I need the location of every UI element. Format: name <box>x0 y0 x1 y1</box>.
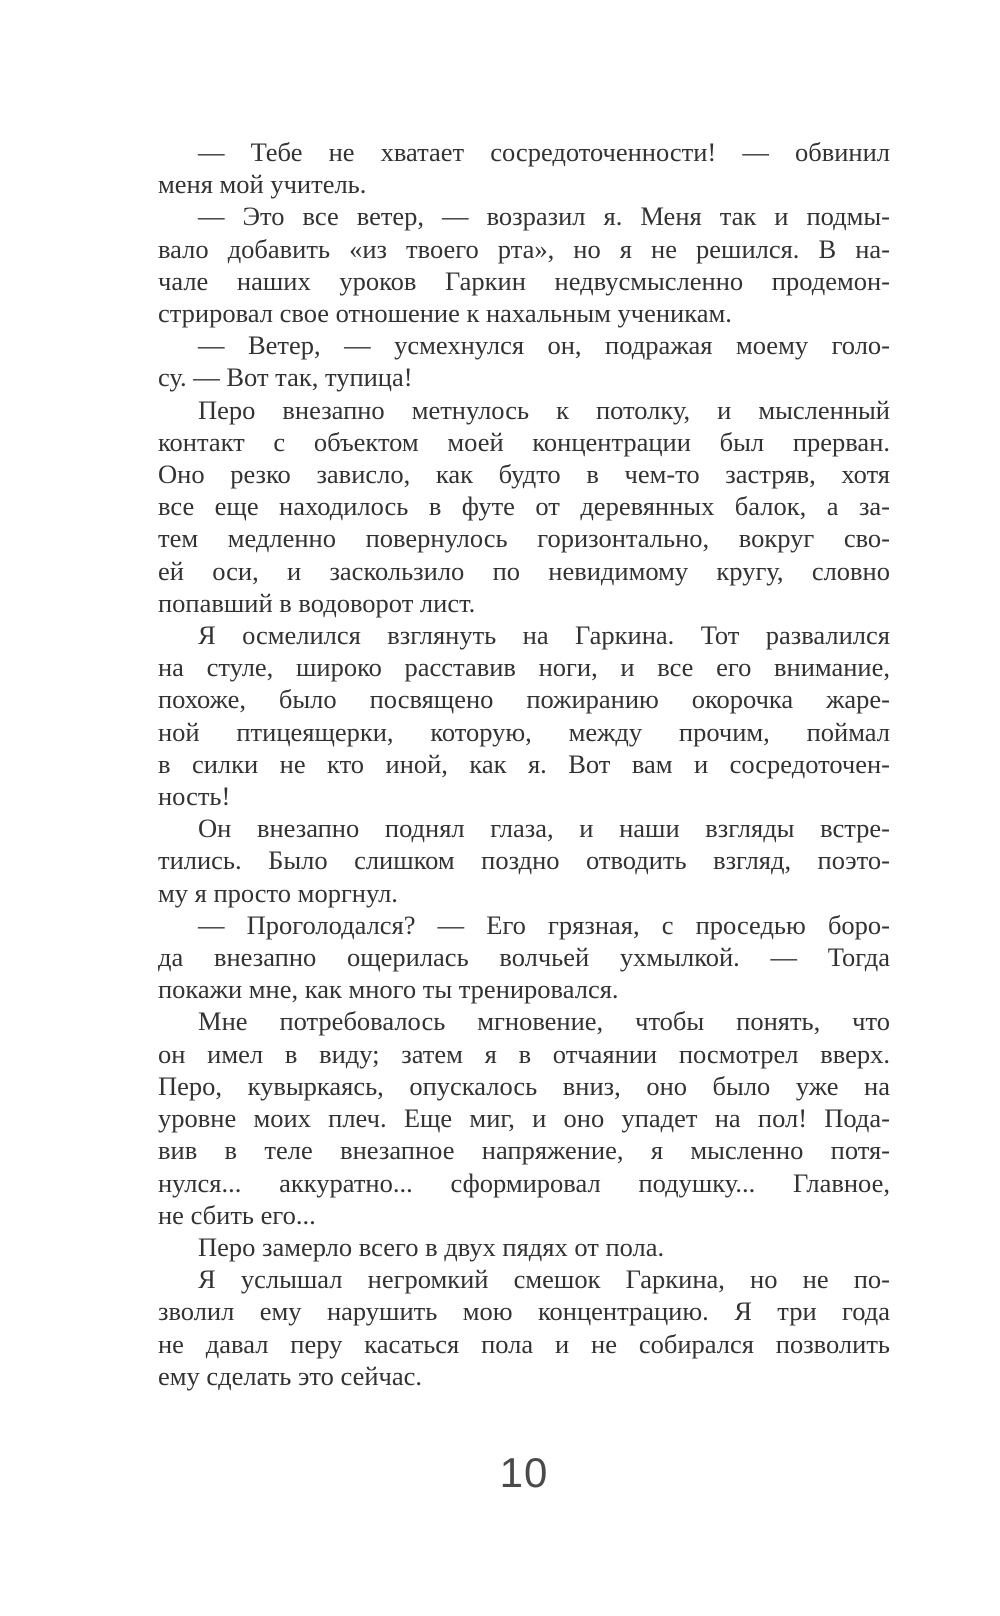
text-line: контакт с объектом моей концентрации был прерван. <box>158 426 890 457</box>
text-line: тем медленно повернулось горизонтально, вокруг сво- <box>158 523 890 554</box>
text-line: в силки не кто иной, как я. Вот вам и сосредоточен- <box>158 748 890 779</box>
text-line: вало добавить «из твоего рта», но я не решился. В на- <box>158 233 890 264</box>
text-line: му я просто моргнул. <box>158 877 398 908</box>
text-line: нулся... аккуратно... сформировал подушку... Главное, <box>158 1167 890 1198</box>
text-line: уровне моих плеч. Еще миг, и оно упадет на пол! Пода- <box>158 1103 890 1134</box>
text-line: ность! <box>158 781 231 812</box>
paragraph <box>158 909 890 1006</box>
paragraph <box>158 619 890 812</box>
text-line: зволил ему нарушить мою концентрацию. Я три года <box>158 1296 890 1327</box>
paragraph <box>158 329 890 393</box>
paragraph <box>158 1263 890 1392</box>
text-line: Перо внезапно метнулось к потолку, и мысленный <box>198 394 890 425</box>
text-line: на стуле, широко расставив ноги, и все его внимание, <box>158 652 890 683</box>
text-line: ной птицеящерки, которую, между прочим, поймал <box>158 716 890 747</box>
text-line: Перо, кувыркаясь, опускалось вниз, оно было уже на <box>158 1070 890 1101</box>
paragraph <box>158 1231 890 1263</box>
text-line: он имел в виду; затем я в отчаянии посмотрел вверх. <box>158 1038 890 1069</box>
paragraph <box>158 136 890 200</box>
text-line: попавший в водоворот лист. <box>158 587 476 618</box>
text-line: Оно резко зависло, как будто в чем-то застряв, хотя <box>158 459 890 490</box>
paragraph <box>158 812 890 909</box>
text-line: ему сделать это сейчас. <box>158 1360 422 1391</box>
paragraph <box>158 1005 890 1230</box>
text-line: Я услышал негромкий смешок Гаркина, но не по- <box>198 1264 890 1295</box>
text-line: Он внезапно поднял глаза, и наши взгляды встре- <box>198 813 890 844</box>
text-line: все еще находилось в футе от деревянных балок, а за- <box>158 491 890 522</box>
text-line: меня мой учитель. <box>158 169 367 200</box>
text-line: — Проголодался? — Его грязная, с проседью боро- <box>198 909 890 940</box>
text-line: — Тебе не хватает сосредоточенности! — обвинил <box>198 137 890 167</box>
text-line: тились. Было слишком поздно отводить взгляд, поэто- <box>158 845 890 876</box>
text-line: — Это все ветер, — возразил я. Меня так и подмы- <box>198 201 890 232</box>
page-number: 10 <box>499 1449 549 1496</box>
text-line: похоже, было посвящено пожиранию окорочка жаре- <box>158 684 890 715</box>
text-line: не сбить его... <box>158 1199 316 1230</box>
text-line: да внезапно ощерилась волчьей ухмылкой. — Тогда <box>158 942 890 973</box>
paragraph <box>158 200 890 329</box>
text-line: Перо замерло всего в двух пядях от пола. <box>198 1231 665 1262</box>
text-line: су. — Вот так, тупица! <box>158 362 413 393</box>
text-line: Мне потребовалось мгновение, чтобы понять, что <box>198 1006 890 1037</box>
text-line: вив в теле внезапное напряжение, я мысленно потя- <box>158 1135 890 1166</box>
text-line: — Ветер, — усмехнулся он, подражая моему голо- <box>198 330 890 361</box>
text-line: не давал перу касаться пола и не собирался позволить <box>158 1328 890 1359</box>
text-line: стрировал свое отношение к нахальным ученикам. <box>158 298 732 329</box>
text-block <box>158 136 890 1392</box>
paragraph <box>158 394 890 619</box>
text-line: покажи мне, как много ты тренировался. <box>158 974 619 1005</box>
text-line: Я осмелился взглянуть на Гаркина. Тот развалился <box>198 620 890 651</box>
text-line: ей оси, и заскользило по невидимому кругу, словно <box>158 555 890 586</box>
text-line: чале наших уроков Гаркин недвусмысленно продемон- <box>158 265 890 296</box>
